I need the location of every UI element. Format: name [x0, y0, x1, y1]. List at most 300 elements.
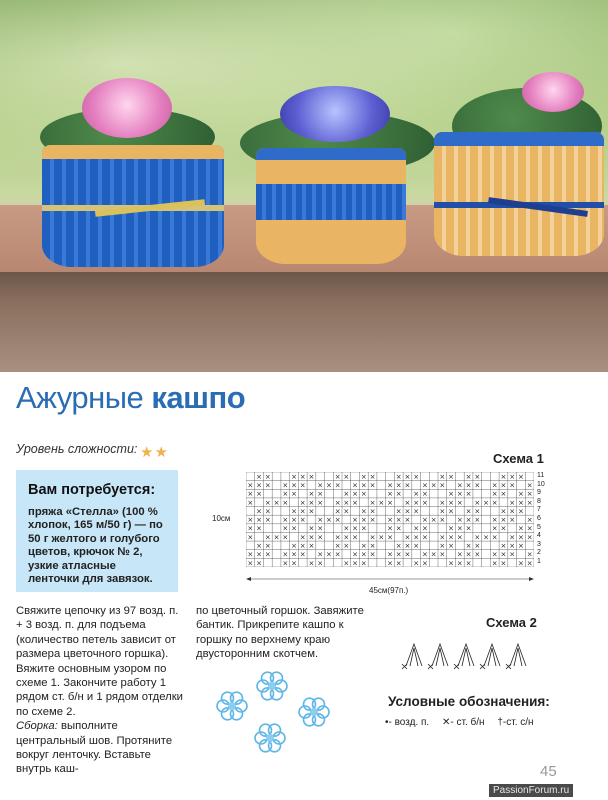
stitch-mark: × [299, 542, 306, 550]
stitch-mark: × [491, 481, 498, 490]
stitch-mark: × [343, 524, 350, 533]
stitch-mark: × [430, 516, 437, 525]
stitch-mark: × [526, 481, 533, 490]
stitch-mark: × [387, 481, 393, 490]
title-regular: Ажурные [16, 380, 144, 415]
stitch-mark: × [343, 472, 350, 481]
stitch-mark: × [456, 559, 463, 567]
stitch-mark: × [500, 559, 507, 567]
stitch-mark: × [247, 550, 254, 559]
stitch-mark: × [404, 542, 411, 550]
stitch-mark: × [247, 524, 254, 533]
stitch-mark: × [291, 559, 297, 567]
stitch-mark: × [299, 516, 306, 525]
stitch-mark: × [517, 507, 524, 516]
stitch-mark: × [334, 472, 341, 481]
stitch-mark: × [247, 490, 254, 499]
scheme-1-row-number: 2 [537, 549, 541, 557]
single-crochet-mark [454, 664, 459, 669]
stitch-mark: × [439, 481, 446, 490]
stitch-mark: × [343, 542, 350, 550]
flower-icon [255, 724, 285, 752]
stitch-mark: × [325, 481, 332, 490]
stitch-mark: × [264, 533, 271, 542]
stitch-mark: × [500, 472, 507, 481]
stitch-mark: × [343, 559, 350, 567]
stitch-mark: × [517, 542, 524, 550]
stitch-mark: × [360, 524, 367, 533]
scheme-1-width-label: 45см(97п.) [369, 586, 409, 595]
stitch-mark: × [299, 550, 306, 559]
stitch-mark: × [474, 472, 481, 481]
stitch-mark: × [256, 481, 263, 490]
stitch-mark: × [317, 533, 324, 542]
stitch-mark: × [509, 498, 516, 507]
legend [385, 717, 544, 728]
stitch-mark: × [308, 542, 315, 550]
stitch-mark: × [264, 472, 271, 481]
stitch-mark: × [299, 507, 306, 516]
scheme-1-title: Схема 1 [493, 451, 544, 466]
stitch-mark: × [247, 481, 254, 490]
stitch-mark: × [317, 524, 324, 533]
stitch-mark: × [465, 559, 472, 567]
stitch-mark: × [395, 550, 402, 559]
stitch-mark: × [360, 542, 367, 550]
decorative-flowers-icon [210, 658, 340, 758]
stitch-mark: × [360, 490, 367, 499]
stitch-mark: × [413, 472, 420, 481]
crochet-pot-yellow [434, 132, 604, 256]
scheme-1-row-number: 6 [537, 514, 541, 522]
stitch-mark: × [352, 490, 359, 499]
stitch-mark: × [308, 490, 315, 499]
stitch-mark: × [404, 533, 411, 542]
stitch-mark: × [404, 481, 411, 490]
stitch-mark: × [404, 516, 411, 525]
stitch-mark: × [334, 533, 341, 542]
scheme-1-row-number: 11 [537, 472, 545, 479]
stitch-mark: × [334, 550, 341, 559]
shell-stitch [510, 644, 526, 666]
stitch-mark: × [526, 559, 533, 567]
scheme-1-row-number: 5 [537, 523, 541, 531]
stitch-mark: × [421, 516, 428, 525]
scheme-2-chart [398, 636, 538, 672]
materials-heading: Вам потребуется: [28, 482, 156, 498]
page-number: 45 [540, 763, 557, 780]
stitch-mark: × [456, 524, 463, 533]
crochet-pot-yellow-blue [256, 148, 406, 264]
stitch-mark: × [491, 559, 498, 567]
stitch-mark: × [334, 516, 341, 525]
stitch-mark: × [395, 507, 402, 516]
stitch-mark: × [448, 542, 455, 550]
stitch-mark: × [299, 498, 306, 507]
stitch-mark: × [526, 516, 533, 525]
single-crochet-mark [506, 664, 511, 669]
stitch-mark: × [256, 507, 263, 516]
flower-icon [257, 672, 287, 700]
stitch-mark: × [352, 481, 359, 490]
stitch-mark: × [456, 498, 463, 507]
stitch-mark: × [256, 490, 263, 499]
stitch-mark: × [404, 550, 411, 559]
stitch-mark: × [430, 481, 437, 490]
stitch-mark: × [343, 533, 350, 542]
stitch-mark: × [352, 516, 359, 525]
stitch-mark: × [509, 542, 516, 550]
scheme-2-title: Схема 2 [486, 615, 537, 630]
scheme-1-height-label: 10см [212, 514, 231, 523]
stitch-mark: × [509, 472, 516, 481]
stitch-mark: × [360, 481, 367, 490]
stitch-mark: × [369, 472, 376, 481]
stitch-mark: × [378, 498, 385, 507]
stitch-mark: × [282, 490, 289, 499]
stitch-mark: × [256, 559, 263, 567]
stitch-mark: × [491, 533, 498, 542]
stitch-mark: × [430, 550, 437, 559]
stitch-mark: × [360, 507, 367, 516]
stitch-mark: × [413, 507, 420, 516]
stitch-mark: × [282, 498, 289, 507]
stitch-mark: × [483, 498, 489, 507]
stitch-mark: × [387, 550, 393, 559]
pink-violet-flowers [522, 72, 584, 112]
difficulty-stars: ★★ [140, 444, 169, 461]
stitch-mark: × [282, 516, 289, 525]
stitch-mark: × [421, 559, 428, 567]
stitch-mark: × [421, 498, 428, 507]
stitch-mark: × [465, 481, 472, 490]
scheme-1-row-number: 3 [537, 540, 541, 548]
stitch-mark: × [282, 550, 289, 559]
stitch-mark: × [325, 516, 332, 525]
stitch-mark: × [439, 542, 446, 550]
single-crochet-mark [480, 664, 485, 669]
stitch-mark: × [299, 533, 306, 542]
stitch-mark: × [456, 516, 463, 525]
materials-text: пряжа «Стелла» (100 % хлопок, 165 м/50 г) — по 50 г желтого и голубого цветов, крючок № 2, узкие атласные ленточки для завязок. [28, 506, 163, 586]
stitch-mark: × [395, 524, 402, 533]
stitch-mark: × [291, 542, 297, 550]
stitch-mark: × [264, 507, 271, 516]
stitch-mark: × [500, 516, 507, 525]
stitch-mark: × [343, 498, 350, 507]
stitch-mark: × [369, 542, 376, 550]
assembly-label: Сборка: [16, 720, 58, 733]
stitch-mark: × [456, 490, 463, 499]
stitch-mark: × [421, 481, 428, 490]
stitch-mark: × [500, 490, 507, 499]
stitch-mark: × [264, 498, 271, 507]
stitch-mark: × [395, 472, 402, 481]
difficulty-label: Уровень сложности: [16, 442, 138, 456]
stitch-mark: × [352, 533, 359, 542]
scheme-1-row-numbers [537, 472, 551, 567]
stitch-mark: × [273, 533, 280, 542]
stitch-mark: × [509, 516, 516, 525]
stitch-mark: × [282, 524, 289, 533]
stitch-mark: × [334, 498, 341, 507]
stitch-mark: × [526, 524, 533, 533]
scheme-1-chart [246, 472, 534, 567]
stitch-mark: × [474, 507, 481, 516]
stitch-mark: × [526, 550, 533, 559]
stitch-mark: × [474, 542, 481, 550]
instructions-column-1 [16, 604, 186, 777]
stitch-mark: × [247, 559, 254, 567]
flower-icon [217, 692, 247, 720]
stitch-mark: × [500, 524, 507, 533]
scheme-1-row-number: 8 [537, 497, 541, 505]
stitch-mark: × [491, 490, 498, 499]
stitch-mark: × [439, 516, 446, 525]
stitch-mark: × [256, 516, 263, 525]
stitch-mark: × [448, 524, 455, 533]
stitch-mark: × [264, 550, 271, 559]
stitch-mark: × [439, 498, 446, 507]
stitch-mark: × [517, 559, 524, 567]
stitch-mark: × [500, 542, 507, 550]
stitch-mark: × [387, 516, 393, 525]
stitch-mark: × [448, 533, 455, 542]
stitch-mark: × [247, 498, 254, 507]
single-crochet-mark [402, 664, 407, 669]
instructions-main: Свяжите цепочку из 97 возд. п. + 3 возд. п. для подъема (количество петель зависит от размера цветочного горшка). Вяжите основным узором по схеме 1. Закончите работу 1 рядом ст. б/н и 1 рядом отделки по схеме 2. [16, 605, 183, 718]
scheme-1-row-number: 9 [537, 489, 541, 497]
stitch-mark: × [369, 498, 376, 507]
stitch-mark: × [509, 481, 516, 490]
stitch-mark: × [517, 490, 524, 499]
stitch-mark: × [421, 533, 428, 542]
stitch-mark: × [334, 507, 341, 516]
stitch-mark: × [369, 481, 376, 490]
stitch-mark: × [483, 533, 489, 542]
flower-icon [299, 698, 329, 726]
window-sill-edge [0, 272, 608, 372]
stitch-mark: × [465, 472, 472, 481]
stitch-mark: × [308, 498, 315, 507]
stitch-mark: × [474, 481, 481, 490]
stitch-mark: × [448, 472, 455, 481]
stitch-mark: × [526, 490, 533, 499]
stitch-mark: × [474, 498, 481, 507]
stitch-mark: × [387, 490, 393, 499]
stitch-mark: × [352, 550, 359, 559]
hero-photo [0, 0, 608, 372]
stitch-mark: × [317, 516, 324, 525]
stitch-mark: × [282, 481, 289, 490]
stitch-mark: × [509, 533, 516, 542]
watermark: PassionForum.ru [489, 784, 573, 797]
stitch-mark: × [456, 550, 463, 559]
stitch-mark: × [517, 472, 524, 481]
legend-chain-stitch: •- возд. п. [385, 717, 430, 728]
stitch-mark: × [439, 550, 446, 559]
stitch-mark: × [421, 524, 428, 533]
stitch-mark: × [325, 550, 332, 559]
stitch-mark: × [264, 481, 271, 490]
stitch-mark: × [352, 559, 359, 567]
stitch-mark: × [526, 498, 533, 507]
stitch-mark: × [343, 507, 350, 516]
stitch-mark: × [264, 516, 271, 525]
stitch-mark: × [387, 559, 393, 567]
stitch-mark: × [395, 559, 402, 567]
stitch-mark: × [491, 498, 498, 507]
stitch-mark: × [317, 498, 324, 507]
legend-single-crochet: ✕- ст. б/н [442, 717, 485, 728]
scheme-1-width-arrow [246, 574, 534, 584]
stitch-mark: × [456, 533, 463, 542]
stitch-mark: × [500, 550, 507, 559]
stitch-mark: × [465, 516, 472, 525]
stitch-mark: × [291, 481, 297, 490]
stitch-mark: × [264, 542, 271, 550]
stitch-mark: × [395, 481, 402, 490]
stitch-mark: × [317, 559, 324, 567]
stitch-mark: × [413, 533, 420, 542]
stitch-mark: × [291, 507, 297, 516]
stitch-mark: × [299, 481, 306, 490]
stitch-mark: × [247, 533, 254, 542]
shell-stitch [458, 644, 474, 666]
stitch-mark: × [404, 507, 411, 516]
stitch-mark: × [448, 559, 455, 567]
stitch-mark: × [369, 533, 376, 542]
stitch-mark: × [465, 490, 472, 499]
stitch-mark: × [387, 524, 393, 533]
stitch-mark: × [247, 516, 254, 525]
stitch-mark: × [291, 490, 297, 499]
pink-violet-flowers [82, 78, 172, 138]
stitch-mark: × [369, 516, 376, 525]
stitch-mark: × [369, 550, 376, 559]
stitch-mark: × [491, 550, 498, 559]
stitch-mark: × [474, 550, 481, 559]
instructions-column-2: по цветочный горшок. Завяжите бантик. Прикрепите кашпо к горшку по верхнему краю двусторонним скотчем. [196, 605, 364, 661]
stitch-mark: × [465, 524, 472, 533]
assembly-text: выполните центральный шов. Протяните вокруг ленточку. Вставьте внутрь каш- [16, 720, 173, 776]
stitch-mark: × [517, 498, 524, 507]
stitch-mark: × [291, 472, 297, 481]
stitch-mark: × [448, 498, 455, 507]
stitch-mark: × [282, 559, 289, 567]
stitch-mark: × [413, 498, 420, 507]
stitch-mark: × [308, 533, 315, 542]
stitch-mark: × [360, 472, 367, 481]
stitch-mark: × [404, 498, 411, 507]
stitch-mark: × [343, 490, 350, 499]
scheme-1-row-number: 1 [537, 557, 541, 565]
stitch-mark: × [334, 481, 341, 490]
stitch-mark: × [448, 490, 455, 499]
stitch-mark: × [334, 542, 341, 550]
materials-box [16, 470, 178, 592]
shell-stitch [432, 644, 448, 666]
shell-stitch [406, 644, 422, 666]
stitch-mark: × [308, 507, 315, 516]
stitch-mark: × [413, 490, 420, 499]
stitch-mark: × [352, 524, 359, 533]
stitch-mark: × [308, 524, 315, 533]
stitch-mark: × [500, 481, 507, 490]
stitch-mark: × [256, 550, 263, 559]
stitch-mark: × [500, 507, 507, 516]
stitch-mark: × [509, 507, 516, 516]
stitch-mark: × [509, 550, 516, 559]
stitch-mark: × [404, 472, 411, 481]
stitch-mark: × [273, 498, 280, 507]
stitch-mark: × [439, 507, 446, 516]
shell-stitch [484, 644, 500, 666]
stitch-mark: × [421, 550, 428, 559]
stitch-mark: × [465, 542, 472, 550]
stitch-mark: × [360, 559, 367, 567]
stitch-mark: × [256, 472, 263, 481]
stitch-mark: × [317, 550, 324, 559]
stitch-mark: × [465, 507, 472, 516]
stitch-mark: × [439, 533, 446, 542]
stitch-mark: × [465, 550, 472, 559]
article-title [16, 380, 245, 416]
stitch-mark: × [291, 524, 297, 533]
stitch-mark: × [491, 516, 498, 525]
stitch-mark: × [291, 516, 297, 525]
stitch-mark: × [387, 533, 393, 542]
stitch-mark: × [491, 524, 498, 533]
stitch-mark: × [317, 490, 324, 499]
stitch-mark: × [448, 507, 455, 516]
blue-violet-flowers [280, 86, 390, 142]
scheme-1-row-number: 4 [537, 532, 541, 540]
legend-title: Условные обозначения: [388, 694, 550, 709]
stitch-mark: × [474, 533, 481, 542]
stitch-mark: × [421, 490, 428, 499]
stitch-mark: × [395, 516, 402, 525]
stitch-mark: × [474, 516, 481, 525]
stitch-mark: × [378, 533, 385, 542]
stitch-mark: × [526, 533, 533, 542]
stitch-mark: × [299, 472, 306, 481]
stitch-mark: × [517, 533, 524, 542]
stitch-mark: × [256, 524, 263, 533]
stitch-mark: × [308, 472, 315, 481]
legend-double-crochet: †-ст. с/н [497, 717, 534, 728]
stitch-mark: × [360, 550, 367, 559]
scheme-1-row-number: 7 [537, 506, 541, 514]
stitch-mark: × [413, 542, 420, 550]
stitch-mark: × [256, 542, 263, 550]
stitch-mark: × [360, 516, 367, 525]
single-crochet-mark [428, 664, 433, 669]
stitch-mark: × [369, 507, 376, 516]
stitch-mark: × [308, 559, 315, 567]
stitch-mark: × [317, 481, 324, 490]
stitch-mark: × [413, 524, 420, 533]
stitch-mark: × [291, 550, 297, 559]
stitch-mark: × [387, 498, 393, 507]
stitch-mark: × [413, 559, 420, 567]
stitch-mark: × [456, 481, 463, 490]
scheme-1-row-number: 10 [537, 480, 545, 488]
stitch-mark: × [517, 524, 524, 533]
stitch-mark: × [352, 498, 359, 507]
stitch-mark: × [439, 472, 446, 481]
stitch-mark: × [395, 490, 402, 499]
